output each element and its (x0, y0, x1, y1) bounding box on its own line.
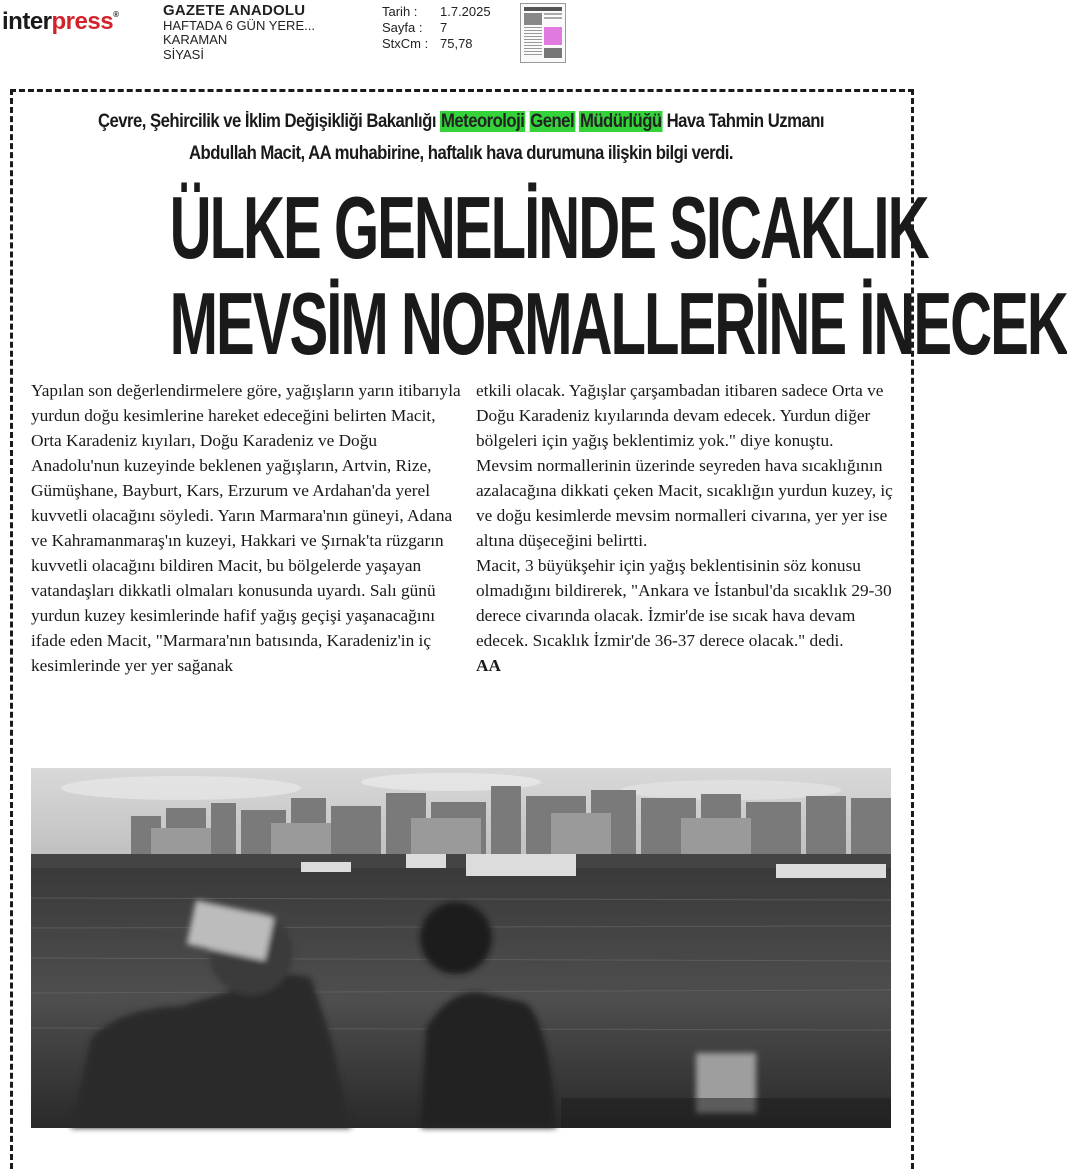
date-row (382, 4, 491, 20)
page-thumbnail[interactable] (520, 3, 566, 63)
logo-accent-text: press (51, 8, 114, 35)
stxcm-value: 75,78 (440, 36, 473, 51)
publication-frequency: HAFTADA 6 GÜN YERE... (163, 17, 315, 33)
registered-mark: ® (113, 10, 119, 19)
spot-text-part1: Çevre, Şehircilik ve İklim Değişikliği Bakanlığı (97, 111, 436, 132)
page-label: Sayfa : (382, 20, 423, 35)
spot-highlight-2: Genel (530, 111, 575, 132)
publication-section: SİYASİ (163, 46, 204, 62)
publication-city: KARAMAN (163, 32, 228, 47)
headline-line-2: MEVSİM NORMALLERİNE İNECEK (169, 274, 1067, 373)
logo-text: inter (2, 8, 52, 35)
bosphorus-photo-illustration (31, 768, 891, 1128)
article-headline (20, 178, 1067, 373)
article-spot (78, 106, 844, 170)
date-label: Tarih : (382, 4, 418, 19)
headline-line-1: ÜLKE GENELİNDE SICAKLIK (169, 178, 928, 277)
spot-highlight-3: Müdürlüğü (579, 111, 662, 132)
column-2-paragraph-3: Macit, 3 büyükşehir için yağış beklentisinin söz konusu olmadığını bildirerek, "Ankara ve İstanbul'da sıcaklık 29-30 derece civarında olacak. İzmir'de ise sıcak hava devam edecek. Sıcaklık İzmir'de 36-37 derece olacak." dedi. (476, 556, 892, 650)
spot-text-part2: Hava Tahmin Uzmanı (666, 111, 825, 132)
page-value: 7 (440, 20, 448, 35)
stxcm-row (382, 36, 491, 52)
date-value: 1.7.2025 (440, 4, 491, 19)
publication-name: GAZETE ANADOLU (163, 2, 306, 19)
publication-meta (163, 4, 315, 62)
stxcm-label: StxCm : (382, 36, 429, 51)
spot-highlight-1: Meteoroloji (440, 111, 525, 132)
article-signature: AA (476, 656, 501, 675)
article-photo (31, 768, 891, 1128)
interpress-logo (2, 8, 118, 36)
article-column-1 (31, 378, 461, 678)
article-column-2 (476, 378, 906, 678)
column-1-text: Yapılan son değerlendirmelere göre, yağışların yarın itibarıyla yurdun doğu kesimlerine hareket edeceğini belirten Macit, Orta Karadeniz kıyıları, Doğu Karadeniz ve Doğu Anadolu'nun kuzeyinde beklenen yağışların, Artvin, Rize, Gümüşhane, Bayburt, Kars, Erzurum ve Ardahan'da yerel kuvvetli olacağını söyledi. Yarın Marmara'nın güneyi, Adana ve Kahramanmaraş'ın kuzeyi, Hakkari ve Şırnak'ta rüzgarın kuvvetli olacağını bildiren Macit, bu bölgelerde yaşayan vatandaşları dikkatli olmaları konusunda uyardı. Salı günü yurdun kuzey kesimlerinde hafif yağış geçişi yaşanacağını ifade eden Macit, "Marmara'nın batısında, Karadeniz'in iç kesimlerinde yer yer sağanak (31, 381, 461, 675)
spot-text-line2: Abdullah Macit, AA muhabirine, haftalık hava durumuna ilişkin bilgi verdi. (188, 143, 734, 164)
column-2-paragraph-2: Mevsim normallerinin üzerinde seyreden hava sıcaklığının azalacağına dikkati çeken Macit, sıcaklığın yurdun kuzey, iç ve doğu kesimlerde mevsim normalleri civarına, yer yer ise altına düşeceğini belirtti. (476, 456, 893, 550)
column-2-paragraph-1: etkili olacak. Yağışlar çarşambadan itibaren sadece Orta ve Doğu Karadeniz kıyılarında devam edecek. Yurdun diğer bölgeleri için yağış beklentimiz yok." diye konuştu. (476, 381, 884, 450)
page-row (382, 20, 491, 36)
clipping-info (382, 4, 491, 52)
